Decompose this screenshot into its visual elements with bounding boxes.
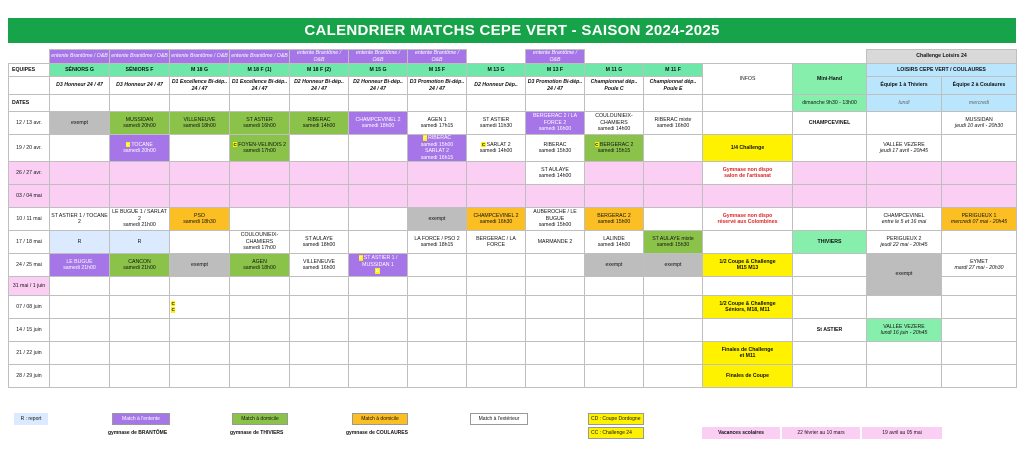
match-cell: ST ASTIER 1 / TOCANE 2	[50, 208, 110, 231]
team-seniors-f: SÉNIORS F	[110, 64, 170, 77]
division-label: D1 Excellence Bi-dép.. 24 / 47	[170, 77, 230, 95]
match-cell: C TOCANE samedi 20h00	[110, 135, 170, 162]
minihand-header: Mini-Hand	[793, 64, 867, 95]
entente-label: entente Brantôme / O&B	[50, 50, 110, 64]
table-row	[9, 365, 1017, 388]
team-m11g: M 11 G	[585, 64, 644, 77]
legend-report: R : report	[14, 413, 48, 425]
legend-domicile-coulaures: Match à domicile	[352, 413, 408, 425]
match-cell: RIBERAC mixte samedi 16h00	[644, 112, 703, 135]
legend-vacances-period1: 22 février au 10 mars	[782, 427, 860, 439]
team-m13f: M 13 F	[526, 64, 585, 77]
team-m15f: M 15 F	[408, 64, 467, 77]
match-cell: R	[110, 231, 170, 254]
loisirs-cell: EYMET mardi 27 mai - 20h30	[942, 254, 1017, 277]
minihand-schedule: dimanche 9h30 - 13h00	[793, 95, 867, 112]
match-cell: C BERGERAC 2 samedi 15h15	[585, 135, 644, 162]
week-date: 07 / 08 juin	[9, 296, 50, 319]
division-label: D3 Promotion Bi-dép.. 24 / 47	[408, 77, 467, 95]
division-label: D2 Honneur Bi-dép.. 24 / 47	[290, 77, 349, 95]
match-cell: LALINDE samedi 14h00	[585, 231, 644, 254]
week-date: 28 / 29 juin	[9, 365, 50, 388]
match-cell: C FOYEN-VELINOIS 2 samedi 17h00	[230, 135, 290, 162]
match-cell: C SARLAT 2 samedi 14h00	[467, 135, 526, 162]
legend-domicile-thiviers: Match à domicile	[232, 413, 288, 425]
loisirs-cell: exempt	[867, 254, 942, 296]
table-row	[9, 185, 1017, 208]
match-cell: C ST ASTIER 1 / MUSSIDAN 1 D	[349, 254, 408, 277]
loisirs-day2: mercredi	[942, 95, 1017, 112]
minihand-cell: THIVIERS	[793, 231, 867, 254]
entente-label: entente Brantôme / O&B	[170, 50, 230, 64]
match-cell: AGEN samedi 18h00	[230, 254, 290, 277]
match-cell: R	[50, 231, 110, 254]
table-row	[9, 112, 1017, 135]
team-m18f2: M 18 F (2)	[290, 64, 349, 77]
match-cell: exempt	[50, 112, 110, 135]
table-row	[9, 342, 1017, 365]
entente-label: entente Brantôme / O&B	[526, 50, 585, 64]
team-m11f: M 11 F	[644, 64, 703, 77]
table-row	[9, 296, 1017, 319]
team-seniors-g: SÉNIORS G	[50, 64, 110, 77]
dates-label: DATES	[9, 95, 50, 112]
equipes-label: EQUIPES	[9, 64, 50, 77]
loisirs-cell: VALLÉE VEZERE lundi 16 juin - 20h45	[867, 319, 942, 342]
entente-label: entente Brantôme / O&B	[110, 50, 170, 64]
page-title: CALENDRIER MATCHS CEPE VERT - SAISON 2024-2025	[8, 18, 1016, 43]
match-cell: exempt	[170, 254, 230, 277]
week-date: 26 / 27 avr.	[9, 162, 50, 185]
infos-cell: 1/2 Coupe & Challenge Séniors, M18, M11	[703, 296, 793, 319]
minihand-cell: CHAMPCEVINEL	[793, 112, 867, 135]
team-m18g: M 18 G	[170, 64, 230, 77]
infos-cell: Finales de Challenge et M11	[703, 342, 793, 365]
loisirs-team2: Équipe 2 à Coulaures	[942, 77, 1017, 95]
challenge-loisirs-label: Challenge Loisirs 24	[867, 50, 1017, 64]
legend-gym-coulaures: gymnase de COULAURES	[346, 430, 408, 436]
team-m18f1: M 18 F (1)	[230, 64, 290, 77]
infos-header: INFOS	[703, 64, 793, 95]
loisirs-cell: MUSSIDAN jeudi 10 avril - 20h30	[942, 112, 1017, 135]
week-date: 17 / 18 mai	[9, 231, 50, 254]
table-row	[9, 208, 1017, 231]
division-label: D3 Honneur 24 / 47	[50, 77, 110, 95]
week-date: 19 / 20 avr.	[9, 135, 50, 162]
legend-cd: CD : Coupe Dordogne	[588, 413, 644, 425]
division-label: D3 Honneur 24 / 47	[110, 77, 170, 95]
match-cell: CHAMPCEVINEL 2 samedi 18h00	[349, 112, 408, 135]
infos-cell: Gymnase non dispo salon de l'artisanat	[703, 162, 793, 185]
table-row	[9, 231, 1017, 254]
match-cell: CANCON samedi 21h00	[110, 254, 170, 277]
match-cell: ST AULAYE samedi 18h00	[290, 231, 349, 254]
legend-cc: CC : Challenge 24	[588, 427, 644, 439]
match-cell: AGEN 1 samedi 17h15	[408, 112, 467, 135]
legend-vacances-period2: 19 avril au 05 mai	[862, 427, 942, 439]
table-row	[9, 254, 1017, 277]
division-label: Championnat dép.. Poule E	[644, 77, 703, 95]
entente-label: entente Brantôme / O&B	[290, 50, 349, 64]
week-date: 12 / 13 avr.	[9, 112, 50, 135]
minihand-cell: St ASTIER	[793, 319, 867, 342]
team-m13g: M 13 G	[467, 64, 526, 77]
week-date: 31 mai / 1 juin	[9, 277, 50, 296]
week-date: 10 / 11 mai	[9, 208, 50, 231]
loisirs-day1: lundi	[867, 95, 942, 112]
entente-label: entente Brantôme / O&B	[230, 50, 290, 64]
match-cell: VILLENEUVE samedi 16h00	[290, 254, 349, 277]
infos-cell	[703, 112, 793, 135]
entente-label: entente Brantôme / O&B	[349, 50, 408, 64]
match-cell: C RIBERAC samedi 15h00 SARLAT 2 samedi 16h15	[408, 135, 467, 162]
table-row	[9, 135, 1017, 162]
legend-gym-thiviers: gymnase de THIVIERS	[230, 430, 284, 436]
loisirs-cell: PERIGUEUX 1 mercredi 07 mai - 20h45	[942, 208, 1017, 231]
match-cell: ST ASTIER samedi 16h00	[230, 112, 290, 135]
loisirs-team1: Équipe 1 à Thiviers	[867, 77, 942, 95]
division-label: D2 Honneur Dép..	[467, 77, 526, 95]
match-cell: exempt	[408, 208, 467, 231]
infos-cell: Finales de Coupe	[703, 365, 793, 388]
infos-cell: Gymnase non dispo réservé aux Colombines	[703, 208, 793, 231]
loisirs-cell: VALLÉE VEZERE jeudi 17 avril - 20h45	[867, 135, 942, 162]
match-cell: C C	[170, 296, 230, 319]
match-cell: ST AULAYE mixte samedi 15h30	[644, 231, 703, 254]
table-row	[9, 162, 1017, 185]
match-cell: COULOUNIEIX-CHAMIERS samedi 14h00	[585, 112, 644, 135]
loisirs-cell: PERIGUEUX 2 jeudi 22 mai - 20h45	[867, 231, 942, 254]
match-cell: BERGERAC 2 / LA FORCE 2 samedi 16h00	[526, 112, 585, 135]
division-label: D3 Promotion Bi-dép.. 24 / 47	[526, 77, 585, 95]
week-date: 24 / 25 mai	[9, 254, 50, 277]
legend-entente: Match à l'entente	[112, 413, 170, 425]
division-label: Championnat dép.. Poule C	[585, 77, 644, 95]
legend-gym-brantome: gymnase de BRANTÔME	[108, 430, 168, 436]
week-date: 14 / 15 juin	[9, 319, 50, 342]
infos-cell: 1/4 Challenge	[703, 135, 793, 162]
match-cell: LE BUGUE 1 / SARLAT 2 samedi 21h00	[110, 208, 170, 231]
teams-row	[9, 64, 1017, 77]
match-cell: exempt	[644, 254, 703, 277]
match-cell: ST AULAYE samedi 14h00	[526, 162, 585, 185]
match-cell: exempt	[585, 254, 644, 277]
match-cell: RIBERAC samedi 15h30	[526, 135, 585, 162]
table-row	[9, 319, 1017, 342]
match-cell: LE BUGUE samedi 21h00	[50, 254, 110, 277]
match-cell: ST ASTIER samedi 11h30	[467, 112, 526, 135]
match-cell: COULOUNIEIX-CHAMIERS samedi 17h00	[230, 231, 290, 254]
calendar-table	[8, 49, 1017, 388]
week-date: 21 / 22 juin	[9, 342, 50, 365]
match-cell: CHAMPCEVINEL 2 samedi 16h30	[467, 208, 526, 231]
team-m15g: M 15 G	[349, 64, 408, 77]
loisirs-header: LOISIRS CEPE VERT / COULAURES	[867, 64, 1017, 77]
match-cell: MARMANDE 2	[526, 231, 585, 254]
match-cell: VILLENEUVE samedi 18h00	[170, 112, 230, 135]
match-cell: RIBERAC samedi 14h00	[290, 112, 349, 135]
match-cell: BERGERAC 2 samedi 15h00	[585, 208, 644, 231]
match-cell: AUBEROCHE / LE BUGUE samedi 15h00	[526, 208, 585, 231]
division-label: D1 Excellence Bi-dép.. 24 / 47	[230, 77, 290, 95]
entente-row	[9, 50, 1017, 64]
dates-row	[9, 95, 1017, 112]
table-row	[9, 277, 1017, 296]
match-cell: BERGERAC / LA FORCE	[467, 231, 526, 254]
legend-vacances: Vacances scolaires	[702, 427, 780, 439]
entente-label: entente Brantôme / O&B	[408, 50, 467, 64]
match-cell: LA FORCE / PSO 2 samedi 18h15	[408, 231, 467, 254]
match-cell: PSO samedi 18h30	[170, 208, 230, 231]
week-date: 03 / 04 mai	[9, 185, 50, 208]
division-label: D2 Honneur Bi-dép.. 24 / 47	[349, 77, 408, 95]
match-cell: MUSSIDAN samedi 20h00	[110, 112, 170, 135]
infos-cell: 1/2 Coupe & Challenge M15 M13	[703, 254, 793, 277]
loisirs-cell: CHAMPCEVINEL entre le 5 et 16 mai	[867, 208, 942, 231]
loisirs-cell	[867, 112, 942, 135]
legend-exterieur: Match à l'extérieur	[470, 413, 528, 425]
